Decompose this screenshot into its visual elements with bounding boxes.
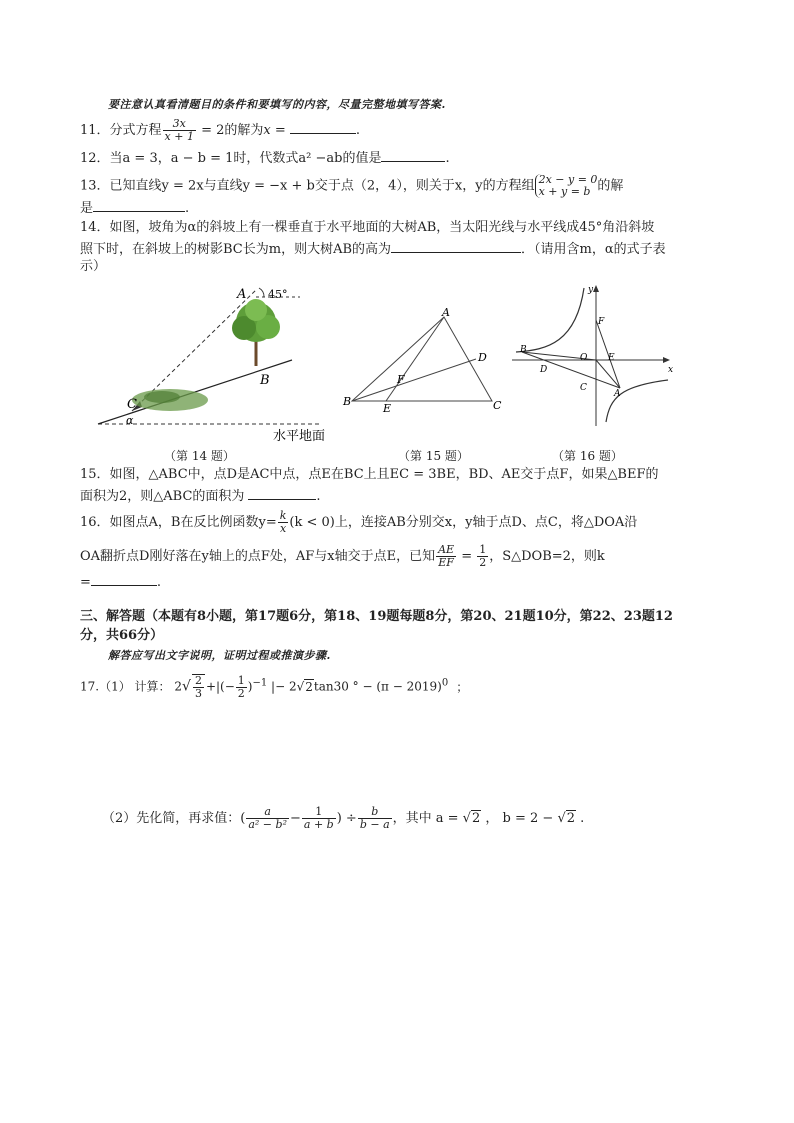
figure-14 <box>90 280 340 445</box>
q15-line2: 面积为2，则△ABC的面积为 <box>80 489 245 504</box>
label-E: E <box>383 402 392 415</box>
q17-abs-open: +|(− <box>205 679 235 694</box>
q11-answer-blank[interactable] <box>290 120 356 134</box>
question-16-line2 <box>80 544 605 569</box>
segment-AE <box>386 317 444 401</box>
label-A: A <box>237 287 247 302</box>
y-axis-arrow <box>593 285 599 292</box>
q17-neg-exp: −1 <box>252 677 268 689</box>
q17-sqrt-den: 3 <box>194 687 202 700</box>
label-x: x <box>668 365 674 375</box>
q17-minus: − <box>289 811 301 826</box>
q17-part1-label: 17.（1） 计算： <box>80 679 171 694</box>
label-C: C <box>493 399 502 412</box>
tree-shadow-dark <box>144 391 180 403</box>
q17-half-den: 2 <box>237 686 245 700</box>
q15-answer-blank[interactable] <box>248 486 316 500</box>
label-C: C <box>580 383 587 393</box>
label-A: A <box>614 389 621 399</box>
q11-prefix: 11．分式方程 <box>80 123 162 138</box>
alpha-label: α <box>126 414 134 427</box>
label-O: O <box>580 353 588 363</box>
tree-crown-top <box>245 299 267 321</box>
label-B: B <box>343 395 352 408</box>
q17-tan-term: tan30 ° − (π − 2019) <box>313 679 442 694</box>
q16-frac3-den: 2 <box>479 556 487 569</box>
label-A: A <box>442 306 450 319</box>
q17-cond-root2: 2 <box>566 811 576 826</box>
q16-prefix: 16．如图点A，B在反比例函数y= <box>80 515 277 530</box>
q17-frac3 <box>358 806 392 831</box>
ground-label: 水平地面 <box>273 429 326 444</box>
q17-f1-num: a <box>246 806 289 819</box>
q17-div: ) ÷ <box>336 811 357 826</box>
q17-coef: 2 <box>174 679 183 694</box>
question-14-line1: 14．如图，坡角为α的斜坡上有一棵垂直于水平地面的大树AB，当太阳光线与水平线成45°角沿斜坡 <box>80 220 655 235</box>
q11-mid: = 2的解为 <box>196 123 264 138</box>
q17-half-num: 1 <box>237 673 245 687</box>
label-F: F <box>397 373 405 386</box>
question-17-part2: （2）先化简，再求值：( $\frac{a}{\text{a² − b²}}$ − $\frac{1}{a + b}$ ) ÷ $\frac{b}{b - a}$ ，其中 a = √2 ， b = 2 − √2 . <box>102 805 585 831</box>
q11-end: . <box>355 123 361 138</box>
label-F: F <box>598 317 605 327</box>
q16-frac2-num: AE <box>438 543 455 556</box>
question-17-part1: 17.（1） 计算： 2√ $\frac{2}{3}$ +|(− $\frac{1}{2}$ )$^{-1}$ |− 2√2tan30 ° − $(\pi - 2019)^0$ ； <box>80 673 469 700</box>
question-15-line2 <box>80 486 321 506</box>
solve-note: 解答应写出文字说明，证明过程或推演步骤. <box>108 649 331 662</box>
question-16-line1 <box>80 510 637 535</box>
q17-cond-mid: ， b = 2 − <box>481 811 558 826</box>
q17-cond-end: . <box>576 811 585 826</box>
q12-text: 12．当a = 3，a − b = 1时，代数式a² −ab的值是 <box>80 151 382 166</box>
q16-answer-blank[interactable] <box>91 572 157 586</box>
q17-f2-den: a + b <box>303 818 334 831</box>
angle-label: 45° <box>268 288 288 301</box>
q11-var: x <box>263 123 271 138</box>
label-D: D <box>478 351 487 364</box>
q11-eq: = <box>270 123 290 138</box>
q13-prefix: 13．已知直线y = 2x与直线y = −x + b交于点（2，4），则关于x，y的方程组 <box>80 178 535 194</box>
q16-frac-num: k <box>279 509 287 522</box>
q16-line2c: ，S△DOB=2，则k <box>489 549 605 564</box>
angle-arc <box>259 288 264 297</box>
caption-15: （第 15 题） <box>398 449 469 463</box>
q12-end: . <box>445 151 450 166</box>
question-16-line3 <box>80 572 161 592</box>
figure-15 <box>340 305 510 425</box>
q16-end: . <box>156 575 162 590</box>
q16-line3: = <box>80 575 91 590</box>
section-3-heading-line1: 三、解答题（本题有8小题，第17题6分，第18、19题每题8分，第20、21题10分，第22、23题12 <box>80 609 673 624</box>
label-E: E <box>608 353 615 363</box>
caption-16: （第 16 题） <box>552 449 623 463</box>
question-13 <box>80 174 623 198</box>
label-D: D <box>540 365 548 375</box>
q15-end: . <box>316 489 321 504</box>
q17-f1-den: a² − b² <box>248 818 287 831</box>
q16-fraction-k-x <box>278 510 289 535</box>
section-3-heading-line2: 分，共66分） <box>80 628 164 643</box>
q13-equation-system <box>535 174 598 198</box>
fill-in-note: 要注意认真看清题目的条件和要填写的内容，尽量完整地填写答案. <box>108 98 446 111</box>
q11-frac-den: x + 1 <box>164 130 194 143</box>
q16-fraction-ae-ef <box>436 544 456 569</box>
q17-term3: |− 2 <box>271 679 297 694</box>
q14-line2a: 照下时，在斜坡上的树影BC长为m，则大树AB的高为 <box>80 242 392 257</box>
q13-suffix: 的解 <box>597 178 624 194</box>
q14-answer-blank[interactable] <box>391 239 521 253</box>
q16-frac2-den: EF <box>438 556 454 569</box>
q13-eq1: 2x − y = 0 <box>538 173 598 186</box>
q17-root2: 2 <box>305 679 313 694</box>
q11-frac-num: 3x <box>163 118 196 131</box>
question-14-line3: 示） <box>80 259 107 274</box>
q12-answer-blank[interactable] <box>381 148 445 162</box>
q16-frac-den: x <box>279 522 287 535</box>
q16-suffix: (k < 0)上，连接AB分别交x，y轴于点D、点C，将△DOA沿 <box>289 515 638 530</box>
segment-BD <box>352 359 476 401</box>
question-13-line2 <box>80 198 189 218</box>
label-C: C <box>127 397 137 412</box>
label-B: B <box>260 373 270 388</box>
q16-frac3-num: 1 <box>479 543 487 556</box>
q17-semicolon: ； <box>456 679 469 694</box>
x-axis-arrow <box>663 357 670 363</box>
q17-f2-num: 1 <box>302 806 336 819</box>
q14-line2b: ．（请用含m，α的式子表 <box>521 242 666 257</box>
q17-f3-num: b <box>358 806 392 819</box>
q17-sqrt-fraction <box>192 674 205 700</box>
q17-cond: ，其中 a = <box>392 811 463 826</box>
question-14-line2 <box>80 239 666 259</box>
q17-cond-root1: 2 <box>471 811 481 826</box>
label-y: y <box>588 285 594 295</box>
q13-line2: 是 <box>80 201 94 216</box>
hyperbola-branch-upper <box>516 288 584 352</box>
triangle-ABC <box>352 317 492 401</box>
q13-answer-blank[interactable] <box>93 198 185 212</box>
q13-end: . <box>185 201 190 216</box>
q17-sqrt-num: 2 <box>194 674 202 687</box>
q17-part2-label: （2）先化简，再求值：( <box>102 811 246 826</box>
q16-fraction-half <box>477 544 488 569</box>
question-15-line1: 15．如图，△ABC中，点D是AC中点，点E在BC上且EC = 3BE，BD、AE交于点F，如果△BEF的 <box>80 467 659 482</box>
q16-line2b: = <box>457 549 477 564</box>
q17-frac1 <box>246 806 289 831</box>
q13-eq2: x + y = b <box>538 185 591 198</box>
q16-line2a: OA翻折点D刚好落在y轴上的点F处，AF与x轴交于点E，已知 <box>80 549 436 564</box>
q17-half-fraction <box>236 675 247 700</box>
figure-16 <box>508 280 678 430</box>
q17-frac2 <box>302 806 336 831</box>
q11-fraction <box>163 118 196 143</box>
question-11 <box>80 118 360 143</box>
label-B: B <box>520 345 527 355</box>
caption-14: （第 14 题） <box>164 449 235 463</box>
q17-zero-exp: 0 <box>441 677 449 689</box>
q17-f3-den: b − a <box>359 818 390 831</box>
question-12 <box>80 148 450 168</box>
